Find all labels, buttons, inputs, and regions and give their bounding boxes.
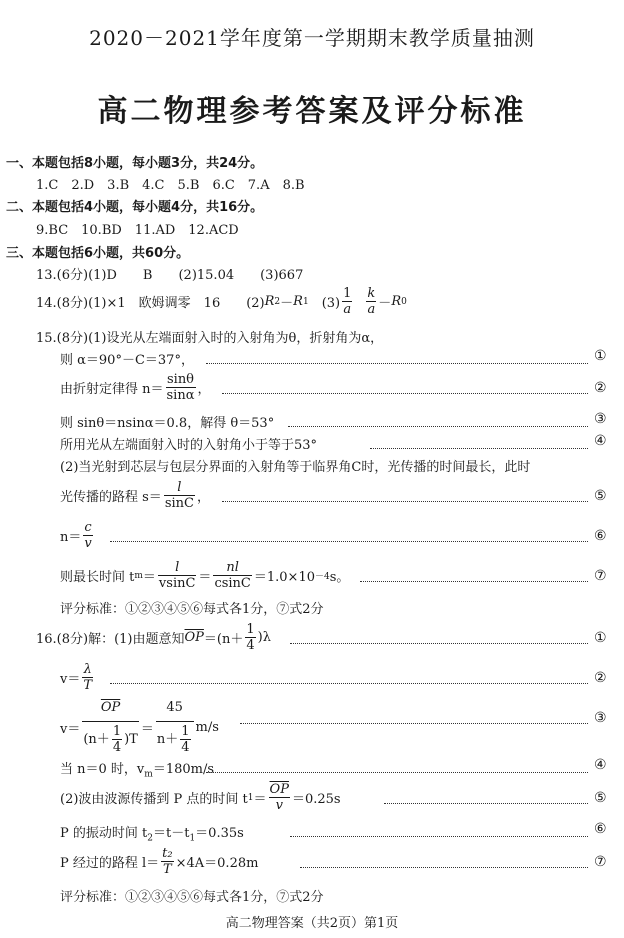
q16-line-1-f-num: 1 bbox=[246, 622, 255, 637]
q16-line-7-prefix: P 经过的路程 l＝ bbox=[60, 856, 160, 871]
q16-line-5-sub: 1 bbox=[247, 792, 254, 803]
q15-line-9-end: s。 bbox=[329, 570, 350, 585]
leader-dots bbox=[110, 540, 588, 542]
q16-line-2-prefix: v＝ bbox=[60, 672, 81, 687]
q14-r2-sub: 2 bbox=[274, 296, 281, 307]
q16-line-2-den: T bbox=[83, 678, 93, 693]
q14-minus-2: － bbox=[378, 296, 392, 311]
section-2-answers: 9.BC 10.BD 11.AD 12.ACD bbox=[36, 223, 239, 238]
q16-line-7-den: T bbox=[163, 862, 172, 877]
q16-quarter-fraction bbox=[245, 622, 255, 653]
section-2-heading: 二、本题包括4小题，每小题4分，共16分。 bbox=[6, 200, 264, 215]
equation-mark-2: ② bbox=[594, 670, 607, 686]
equation-mark-4: ④ bbox=[594, 433, 607, 449]
q16-line-6-mid: ＝t－t bbox=[152, 826, 190, 841]
leader-dots bbox=[222, 500, 588, 502]
equation-mark-5: ⑤ bbox=[594, 790, 607, 806]
q16-line-6-sub-2: 1 bbox=[189, 833, 196, 844]
q16-line-3 bbox=[60, 700, 219, 755]
q16-criteria: 评分标准：①②③④⑤⑥每式各1分，⑦式2分 bbox=[60, 890, 324, 905]
equation-mark-1: ① bbox=[594, 630, 607, 646]
q15-line-8 bbox=[60, 520, 95, 551]
q14-r1-sub: 1 bbox=[302, 296, 309, 307]
q16-speed-fraction-general bbox=[82, 700, 138, 755]
q16-time-fraction bbox=[269, 782, 290, 813]
q15-line-9-f1-num: l bbox=[158, 560, 197, 576]
q16-line-3-f1-den bbox=[82, 722, 138, 755]
q15-time-fraction-1 bbox=[158, 560, 197, 591]
q15-line-9-f2-num: nl bbox=[213, 560, 251, 576]
q15-index-fraction bbox=[83, 520, 92, 551]
q16-line-3-f1-den-frac bbox=[112, 724, 122, 755]
equation-mark-6: ⑥ bbox=[594, 821, 607, 837]
q16-line-3-f2-den bbox=[156, 722, 194, 755]
q15-line-4: 则 sinθ＝nsinα＝0.8，解得 θ＝53° bbox=[60, 416, 275, 431]
q15-line-7-prefix: 光传播的路程 s＝ bbox=[60, 490, 162, 505]
q16-line-5 bbox=[60, 782, 341, 813]
q15-line-2: 则 α＝90°－C＝37°， bbox=[60, 353, 194, 368]
q16-line-3-f1-den-b: )T bbox=[124, 732, 138, 747]
q16-line-2 bbox=[60, 662, 95, 693]
q16-line-4-end: ＝180m/s bbox=[152, 762, 215, 777]
leader-dots bbox=[290, 835, 588, 837]
q15-line-9-exp: －4 bbox=[314, 572, 330, 582]
q16-line-3-f2-den-frac bbox=[180, 724, 190, 755]
equation-mark-2: ② bbox=[594, 380, 607, 396]
leader-dots bbox=[360, 580, 588, 582]
q15-line-5: 所用光从左端面射入时的入射角小于等于53° bbox=[60, 438, 318, 453]
equation-mark-4: ④ bbox=[594, 757, 607, 773]
leader-dots bbox=[384, 802, 588, 804]
q15-line-9-eq: ＝ bbox=[142, 570, 156, 585]
q16-line-5-num: $\overline{OP}$ bbox=[269, 782, 289, 797]
leader-dots bbox=[206, 362, 588, 364]
leader-dots bbox=[110, 682, 588, 684]
q16-line-2-num: λ bbox=[83, 662, 92, 677]
q15-line-1: 15.(8分)(1)设光从左端面射入时的入射角为θ，折射角为α， bbox=[36, 331, 384, 346]
q16-line-3-f2-den-a: n＋ bbox=[156, 732, 179, 747]
q16-line-1-prefix: 16.(8分)解：(1)由题意知 bbox=[36, 632, 185, 647]
q15-line-3 bbox=[60, 372, 211, 403]
q15-line-9-f1-den: vsinC bbox=[158, 576, 196, 591]
q15-line-9 bbox=[60, 560, 349, 591]
leader-dots bbox=[222, 392, 588, 394]
q16-line-5-end: ＝0.25s bbox=[291, 792, 341, 807]
equation-mark-5: ⑤ bbox=[594, 488, 607, 504]
q16-speed-fraction bbox=[82, 662, 93, 693]
q15-line-9-prefix: 则最长时间 t bbox=[60, 570, 135, 585]
q16-line-6-prefix: P 的振动时间 t bbox=[60, 826, 148, 841]
leader-dots bbox=[206, 771, 588, 773]
q16-line-1 bbox=[36, 622, 271, 653]
q15-time-fraction-2 bbox=[213, 560, 251, 591]
q15-line-3-suffix: ， bbox=[197, 382, 211, 397]
q14-f1-den: a bbox=[343, 302, 352, 317]
equation-mark-3: ③ bbox=[594, 710, 607, 726]
q16-line-3-prefix: v＝ bbox=[60, 722, 81, 737]
exam-period-title: 2020－2021学年度第一学期期末教学质量抽测 bbox=[89, 26, 535, 50]
q15-line-3-num: sinθ bbox=[166, 372, 195, 387]
equation-mark-1: ① bbox=[594, 348, 607, 364]
q16-line-4-prefix: 当 n＝0 时，v bbox=[60, 762, 145, 777]
q16-line-6-sub: 2 bbox=[147, 833, 153, 844]
q16-line-6-end: ＝0.35s bbox=[195, 826, 244, 841]
q15-line-8-den: v bbox=[84, 536, 92, 551]
q15-line-7-den: sinC bbox=[164, 496, 194, 511]
q15-line-6: (2)当光射到芯层与包层分界面的入射角等于临界角C时，光传播的时间最长，此时 bbox=[60, 460, 531, 475]
leader-dots bbox=[290, 642, 588, 644]
q15-line-3-den: sinα bbox=[166, 388, 195, 403]
leader-dots bbox=[240, 722, 588, 724]
q14-fraction-2 bbox=[366, 286, 376, 317]
q13-answer: 13.(6分)(1)D B (2)15.04 (3)667 bbox=[36, 268, 304, 283]
section-1-heading: 一、本题包括8小题，每小题3分，共24分。 bbox=[6, 156, 264, 171]
q16-line-3-unit: m/s bbox=[195, 720, 219, 735]
section-1-answers: 1.C 2.D 3.B 4.C 5.B 6.C 7.A 8.B bbox=[36, 178, 305, 193]
equation-mark-7: ⑦ bbox=[594, 854, 607, 870]
q16-line-7-num: t₂ bbox=[162, 846, 173, 861]
q16-line-3-f1-num: $\overline{OP}$ bbox=[82, 700, 138, 722]
q16-line-3-f1-den-den: 4 bbox=[112, 740, 122, 755]
q16-line-1-end: )λ bbox=[257, 630, 271, 645]
leader-dots bbox=[288, 425, 588, 427]
q14-r0-sub: 0 bbox=[401, 296, 407, 307]
page-footer: 高二物理答案（共2页）第1页 bbox=[225, 916, 399, 931]
q15-line-9-f2-den: csinC bbox=[214, 576, 251, 591]
q14-r1: R bbox=[293, 294, 303, 309]
q16-speed-fraction-value bbox=[156, 700, 194, 755]
q16-line-3-eq: ＝ bbox=[140, 722, 154, 737]
q15-line-9-suffix: ＝1.0×10 bbox=[253, 570, 315, 585]
q14-f1-num: 1 bbox=[343, 286, 352, 301]
q16-line-3-f2-num: 45 bbox=[156, 700, 194, 722]
q16-line-1-f-den: 4 bbox=[246, 638, 255, 653]
q16-line-7-end: ×4A＝0.28m bbox=[175, 856, 259, 871]
leader-dots bbox=[370, 447, 588, 449]
q16-line-3-f1-den-num: 1 bbox=[112, 724, 122, 739]
q14-minus: － bbox=[280, 296, 294, 311]
q15-line-3-prefix: 由折射定律得 n＝ bbox=[60, 382, 164, 397]
q16-line-3-f2-den-num: 1 bbox=[181, 724, 190, 739]
q15-criteria: 评分标准：①②③④⑤⑥每式各1分，⑦式2分 bbox=[60, 602, 324, 617]
leader-dots bbox=[300, 866, 588, 868]
q15-path-fraction bbox=[164, 480, 195, 511]
q16-path-fraction bbox=[161, 846, 173, 877]
equation-mark-3: ③ bbox=[594, 411, 607, 427]
q14-prefix: 14.(8分)(1)×1 欧姆调零 16 (2) bbox=[36, 296, 265, 311]
q15-line-9-eq-2: ＝ bbox=[198, 570, 212, 585]
equation-mark-6: ⑥ bbox=[594, 528, 607, 544]
q16-op-segment: $\overline{OP}$ bbox=[184, 630, 204, 645]
q15-line-8-prefix: n＝ bbox=[60, 530, 82, 545]
q14-r2: R bbox=[264, 294, 275, 309]
q15-line-9-sub: m bbox=[134, 570, 143, 581]
q15-line-8-num: c bbox=[84, 520, 92, 535]
q14-f2-den: a bbox=[367, 302, 376, 317]
q14-answer bbox=[36, 286, 407, 317]
q16-line-3-f2-den-den: 4 bbox=[181, 740, 190, 755]
q14-r0: R bbox=[391, 294, 402, 309]
q16-line-7 bbox=[60, 846, 258, 877]
q14-f2-num: k bbox=[367, 286, 376, 301]
q16-line-1-mid: ＝(n＋ bbox=[203, 632, 244, 647]
q16-line-5-prefix: (2)波由波源传播到 P 点的时间 t bbox=[60, 792, 248, 807]
q16-line-6 bbox=[60, 822, 244, 844]
q15-refraction-fraction bbox=[166, 372, 196, 403]
q15-line-7-num: l bbox=[164, 480, 195, 496]
q15-line-7-suffix: ， bbox=[196, 490, 210, 505]
q14-part3: (3) bbox=[308, 296, 341, 311]
q15-line-7 bbox=[60, 480, 210, 511]
q16-line-4 bbox=[60, 758, 214, 780]
q14-fraction-1 bbox=[342, 286, 352, 317]
q16-line-5-eq: ＝ bbox=[253, 792, 267, 807]
q16-line-3-f1-den-a: (n＋ bbox=[83, 732, 110, 747]
q16-line-5-den: v bbox=[275, 798, 283, 813]
equation-mark-7: ⑦ bbox=[594, 568, 607, 584]
q16-line-4-sub: m bbox=[144, 769, 153, 780]
page-title: 高二物理参考答案及评分标准 bbox=[97, 94, 527, 129]
section-3-heading: 三、本题包括6小题，共60分。 bbox=[6, 246, 190, 261]
